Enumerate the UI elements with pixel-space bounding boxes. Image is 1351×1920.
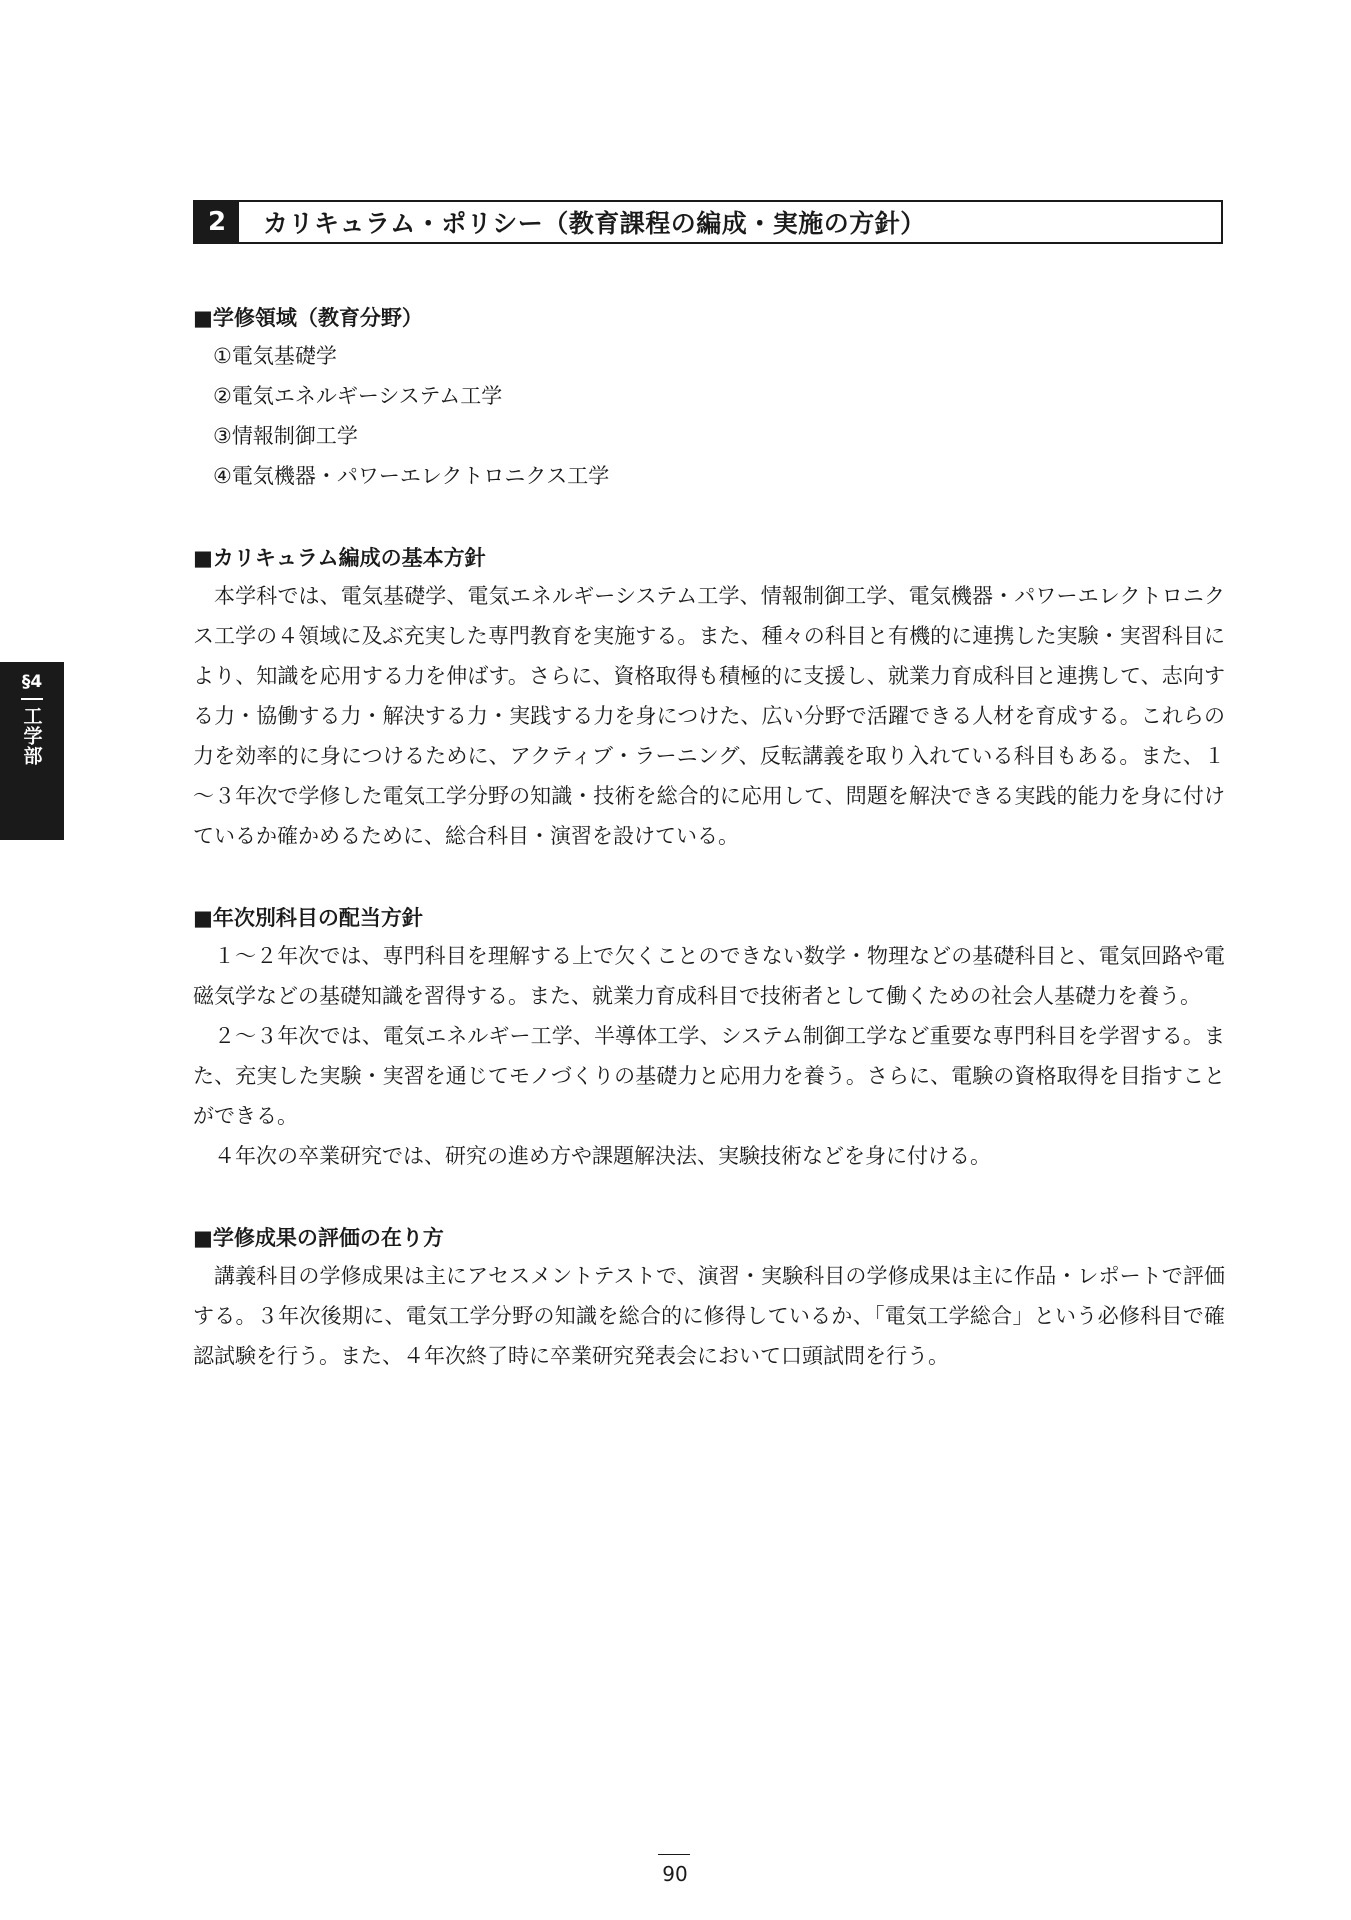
domain-heading: ■学修領域（教育分野） <box>193 306 423 330</box>
allocation-paragraph: ２～３年次では、電気エネルギー工学、半導体工学、システム制御工学など重要な専門科目を学習する。また、充実した実験・実習を通じてモノづくりの基礎力と応用力を養う。さらに、電験の資格取得を目指すことができる。 <box>193 1024 1225 1128</box>
allocation-heading: ■年次別科目の配当方針 <box>193 906 423 930</box>
content <box>193 300 1225 1420</box>
allocation-paragraph: １～２年次では、専門科目を理解する上で欠くことのできない数学・物理などの基礎科目と、電気回路や電磁気学などの基礎知識を習得する。また、就業力育成科目で技術者として働くための社会人基礎力を養う。 <box>193 944 1225 1008</box>
section-header <box>193 200 1223 244</box>
evaluation-paragraph: 講義科目の学修成果は主にアセスメントテストで、演習・実験科目の学修成果は主に作品・レポートで評価する。３年次後期に、電気工学分野の知識を総合的に修得しているか、「電気工学総合」という必修科目で確認試験を行う。また、４年次終了時に卒業研究発表会において口頭試問を行う。 <box>193 1264 1225 1368</box>
side-tab-section: §4 <box>21 672 43 692</box>
page-number-rule <box>658 1854 690 1855</box>
domain-item: ③情報制御工学 <box>213 424 358 448</box>
page-number: 90 <box>662 1862 688 1886</box>
side-tab <box>0 662 64 840</box>
policy-heading: ■カリキュラム編成の基本方針 <box>193 546 486 570</box>
domain-block <box>193 300 1225 496</box>
side-tab-rule <box>21 698 43 700</box>
allocation-paragraph: ４年次の卒業研究では、研究の進め方や課題解決法、実験技術などを身に付ける。 <box>214 1144 991 1168</box>
policy-block <box>193 540 1225 856</box>
side-tab-label: 工学部 <box>20 706 43 766</box>
section-number: 2 <box>195 202 239 242</box>
section-title: カリキュラム・ポリシー（教育課程の編成・実施の方針） <box>263 209 926 238</box>
domain-item: ②電気エネルギーシステム工学 <box>213 384 503 408</box>
evaluation-block <box>193 1220 1225 1376</box>
policy-paragraph: 本学科では、電気基礎学、電気エネルギーシステム工学、情報制御工学、電気機器・パワーエレクトロニクス工学の４領域に及ぶ充実した専門教育を実施する。また、種々の科目と有機的に連携した実験・実習科目により、知識を応用する力を伸ばす。さらに、資格取得も積極的に支援し、就業力育成科目と連携して、志向する力・協働する力・解決する力・実践する力を身につけた、広い分野で活躍できる人材を育成する。これらの力を効率的に身につけるために、アクティブ・ラーニング、反転講義を取り入れている科目もある。また、１～３年次で学修した電気工学分野の知識・技術を総合的に応用して、問題を解決できる実践的能力を身に付けているか確かめるために、総合科目・演習を設けている。 <box>193 584 1225 848</box>
domain-item: ④電気機器・パワーエレクトロニクス工学 <box>213 464 610 488</box>
allocation-block <box>193 900 1225 1176</box>
evaluation-heading: ■学修成果の評価の在り方 <box>193 1226 444 1250</box>
domain-item: ①電気基礎学 <box>213 344 337 368</box>
